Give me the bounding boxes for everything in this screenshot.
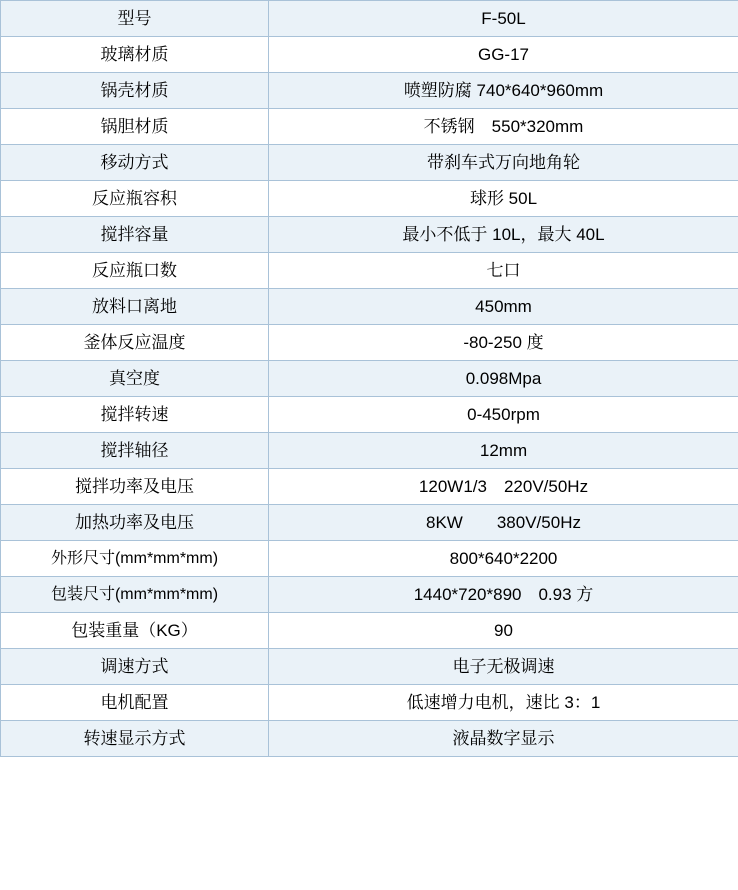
spec-value: 800*640*2200 <box>269 541 738 577</box>
spec-value: 低速增力电机，速比 3：1 <box>269 685 738 721</box>
table-row <box>1 505 738 541</box>
spec-value: 450mm <box>269 289 738 325</box>
table-row <box>1 649 738 685</box>
spec-label: 搅拌容量 <box>1 217 269 253</box>
spec-value: 120W1/3 220V/50Hz <box>269 469 738 505</box>
spec-label: 调速方式 <box>1 649 269 685</box>
spec-label: 反应瓶容积 <box>1 181 269 217</box>
spec-value: 0-450rpm <box>269 397 738 433</box>
table-row <box>1 541 738 577</box>
spec-value: 电子无极调速 <box>269 649 738 685</box>
table-row <box>1 73 738 109</box>
table-row <box>1 685 738 721</box>
spec-label: 搅拌轴径 <box>1 433 269 469</box>
spec-label: 外形尺寸(mm*mm*mm) <box>1 541 269 577</box>
spec-value: 液晶数字显示 <box>269 721 738 757</box>
table-row <box>1 289 738 325</box>
table-row <box>1 433 738 469</box>
spec-value: 带刹车式万向地角轮 <box>269 145 738 181</box>
spec-label: 加热功率及电压 <box>1 505 269 541</box>
spec-value: 最小不低于 10L，最大 40L <box>269 217 738 253</box>
spec-value: 1440*720*890 0.93 方 <box>269 577 738 613</box>
spec-label: 包装重量（KG） <box>1 613 269 649</box>
table-row <box>1 181 738 217</box>
table-row <box>1 217 738 253</box>
table-row <box>1 325 738 361</box>
spec-label: 锅壳材质 <box>1 73 269 109</box>
spec-value: 90 <box>269 613 738 649</box>
spec-label: 真空度 <box>1 361 269 397</box>
spec-value: 球形 50L <box>269 181 738 217</box>
table-row <box>1 1 738 37</box>
spec-label: 电机配置 <box>1 685 269 721</box>
table-row <box>1 109 738 145</box>
table-row <box>1 721 738 757</box>
spec-value: 0.098Mpa <box>269 361 738 397</box>
spec-value: F-50L <box>269 1 738 37</box>
spec-label: 移动方式 <box>1 145 269 181</box>
table-body <box>1 1 738 757</box>
spec-label: 搅拌转速 <box>1 397 269 433</box>
spec-value: 喷塑防腐 740*640*960mm <box>269 73 738 109</box>
spec-label: 玻璃材质 <box>1 37 269 73</box>
table-row <box>1 397 738 433</box>
spec-value: 8KW 380V/50Hz <box>269 505 738 541</box>
spec-label: 反应瓶口数 <box>1 253 269 289</box>
spec-label: 釜体反应温度 <box>1 325 269 361</box>
table-row <box>1 145 738 181</box>
table-row <box>1 577 738 613</box>
table-row <box>1 613 738 649</box>
spec-value: GG-17 <box>269 37 738 73</box>
spec-value: 不锈钢 550*320mm <box>269 109 738 145</box>
table-row <box>1 469 738 505</box>
spec-label: 包装尺寸(mm*mm*mm) <box>1 577 269 613</box>
table-row <box>1 361 738 397</box>
spec-value: 12mm <box>269 433 738 469</box>
spec-value: 七口 <box>269 253 738 289</box>
spec-label: 型号 <box>1 1 269 37</box>
spec-label: 锅胆材质 <box>1 109 269 145</box>
spec-label: 转速显示方式 <box>1 721 269 757</box>
spec-value: -80-250 度 <box>269 325 738 361</box>
spec-label: 放料口离地 <box>1 289 269 325</box>
table-row <box>1 37 738 73</box>
spec-label: 搅拌功率及电压 <box>1 469 269 505</box>
table-row <box>1 253 738 289</box>
